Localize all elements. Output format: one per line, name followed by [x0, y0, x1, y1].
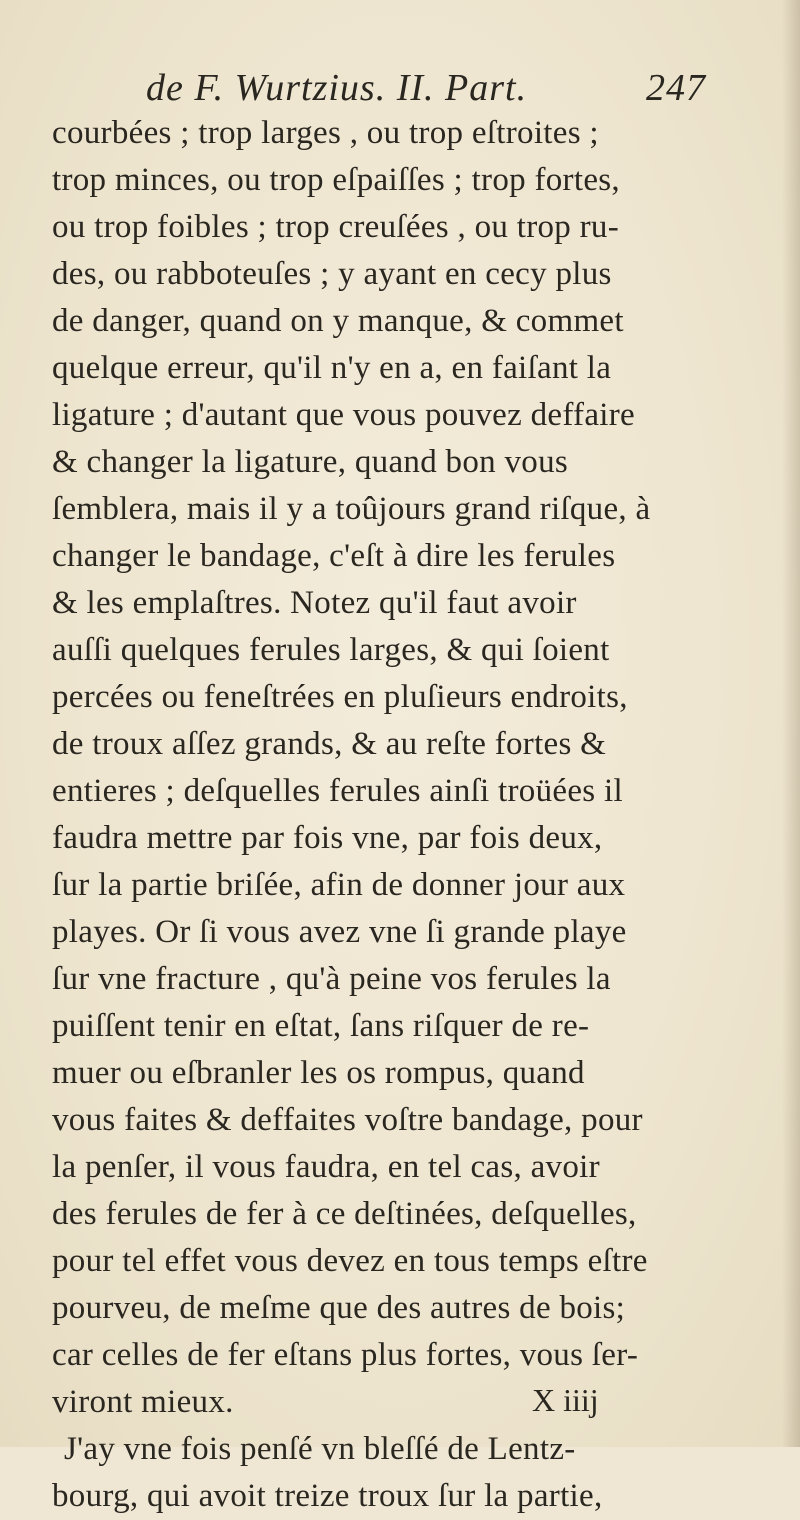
text-line: bourg, qui avoit treize troux ſur la partie,: [52, 1478, 603, 1514]
text-line: & changer la ligature, quand bon vous: [52, 444, 569, 480]
body-text: [52, 110, 772, 1520]
text-line: ſur vne fracture , qu'à peine vos ferules la: [52, 961, 611, 997]
text-line: ſemblera, mais il y a toûjours grand riſque, à: [52, 491, 651, 527]
text-line: quelque erreur, qu'il n'y en a, en faiſant la: [52, 350, 612, 386]
paragraph-start-line: J'ay vne fois penſé vn bleſſé de Lentz-: [64, 1431, 576, 1467]
text-line: pourveu, de meſme que des autres de bois;: [52, 1290, 626, 1326]
text-line: car celles de fer eſtans plus fortes, vous ſer-: [52, 1337, 639, 1373]
signature-mark: X iiij: [532, 1382, 599, 1418]
running-head-title: de F. Wurtzius. II. Part.: [146, 67, 528, 109]
text-line: puiſſent tenir en eſtat, ſans riſquer de re-: [52, 1008, 590, 1044]
text-line: viront mieux.: [52, 1384, 234, 1420]
text-line: de danger, quand on y manque, & commet: [52, 303, 624, 339]
text-line: muer ou eſbranler les os rompus, quand: [52, 1055, 585, 1091]
text-line: de troux aſſez grands, & au reſte fortes &: [52, 726, 607, 762]
text-line: ou trop foibles ; trop creuſées , ou trop ru-: [52, 209, 620, 245]
page-edge-shadow: [782, 0, 800, 1447]
text-line: des ferules de fer à ce deſtinées, deſquelles,: [52, 1196, 637, 1232]
text-line: & les emplaſtres. Notez qu'il faut avoir: [52, 585, 577, 621]
text-line: vous faites & deffaites voſtre bandage, pour: [52, 1102, 643, 1138]
text-line: auſſi quelques ferules larges, & qui ſoient: [52, 632, 610, 668]
page-number: 247: [646, 67, 706, 109]
running-head: [146, 66, 746, 116]
text-line: des, ou rabboteuſes ; y ayant en cecy plus: [52, 256, 612, 292]
text-line: percées ou feneſtrées en pluſieurs endroits,: [52, 679, 628, 715]
text-line: faudra mettre par fois vne, par fois deux,: [52, 820, 603, 856]
text-line: ligature ; d'autant que vous pouvez deffaire: [52, 397, 635, 433]
text-line: entieres ; deſquelles ferules ainſi troüées il: [52, 773, 623, 809]
text-line: changer le bandage, c'eſt à dire les ferules: [52, 538, 616, 574]
text-line: ſur la partie briſée, afin de donner jour aux: [52, 867, 626, 903]
text-line: trop minces, ou trop eſpaiſſes ; trop fortes,: [52, 162, 620, 198]
text-line: pour tel effet vous devez en tous temps eſtre: [52, 1243, 648, 1279]
text-line: courbées ; trop larges , ou trop eſtroites ;: [52, 115, 599, 151]
text-line: la penſer, il vous faudra, en tel cas, avoir: [52, 1149, 600, 1185]
text-line: playes. Or ſi vous avez vne ſi grande playe: [52, 914, 627, 950]
